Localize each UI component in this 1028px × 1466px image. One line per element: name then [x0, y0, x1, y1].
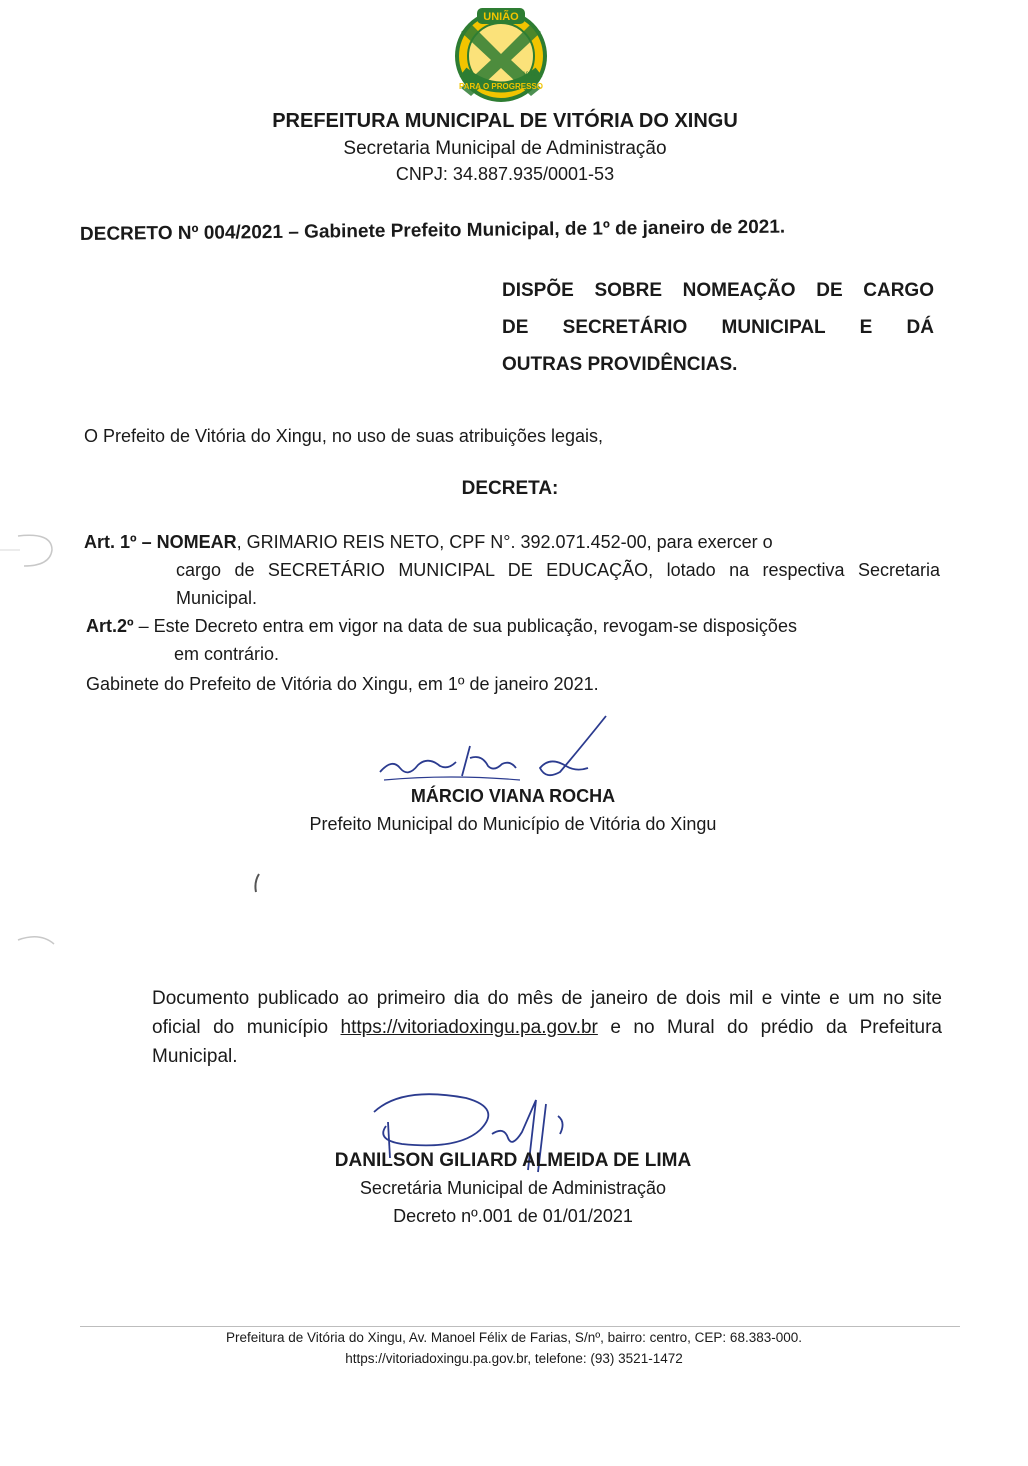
publication-text: Documento publicado ao primeiro dia do mês de janeiro de dois mil e vinte e um no site oficial do município	[152, 988, 942, 1038]
article-2-label: Art.2º	[86, 616, 134, 636]
municipal-logo	[449, 6, 553, 104]
secretary-name: DANILSON GILIARD ALMEIDA DE LIMA	[334, 1150, 692, 1171]
publication-link[interactable]: https://vitoriadoxingu.pa.gov.br	[340, 1017, 598, 1038]
secretary-role: Secretária Municipal de Administração	[359, 1178, 667, 1198]
ementa-line: DISPÕE SOBRE NOMEAÇÃO DE CARGO	[502, 280, 934, 301]
article-1-continuation: cargo de SECRETÁRIO MUNICIPAL DE EDUCAÇÃO, lotado na respectiva Secretaria Municipal.	[176, 560, 940, 608]
article-1-label: Art. 1º – NOMEAR	[84, 532, 237, 552]
decree-ementa	[502, 272, 934, 383]
scan-hole-mark	[0, 528, 60, 572]
mayor-role: Prefeito Municipal do Município de Vitória do Xingu	[309, 814, 717, 834]
publication-text-end: e no Mural do prédio da Prefeitura Municipal.	[152, 1017, 942, 1067]
decree-closing: Gabinete do Prefeito de Vitória do Xingu, em 1º de janeiro 2021.	[86, 674, 599, 694]
scan-hole-mark	[0, 930, 60, 954]
footer-contact: https://vitoriadoxingu.pa.gov.br, telefone: (93) 3521-1472	[345, 1351, 683, 1366]
logo-year-text: 1993	[522, 72, 536, 78]
header-cnpj: CNPJ: 34.887.935/0001-53	[395, 164, 615, 184]
ementa-line: OUTRAS PROVIDÊNCIAS.	[502, 354, 738, 375]
footer-divider	[80, 1326, 960, 1327]
mayor-signature	[370, 710, 620, 790]
page-title: PREFEITURA MUNICIPAL DE VITÓRIA DO XINGU	[272, 110, 738, 132]
decree-title: DECRETO Nº 004/2021 – Gabinete Prefeito Municipal, de 1º de janeiro de 2021.	[79, 216, 786, 245]
article-2	[86, 612, 938, 668]
secretary-decree-ref: Decreto nº.001 de 01/01/2021	[393, 1206, 633, 1226]
publication-note	[152, 984, 942, 1071]
decree-preamble: O Prefeito de Vitória do Xingu, no uso de suas atribuições legais,	[84, 426, 603, 446]
logo-band-text: PARA O PROGRESSO	[458, 82, 544, 91]
article-1-text: , GRIMARIO REIS NETO, CPF N°. 392.071.452-00, para exercer o	[236, 532, 773, 552]
scan-speck-mark	[250, 872, 264, 894]
article-2-text: – Este Decreto entra em vigor na data de sua publicação, revogam-se disposições	[133, 616, 797, 636]
ementa-line: DE SECRETÁRIO MUNICIPAL E DÁ	[502, 317, 934, 338]
article-2-continuation: em contrário.	[174, 644, 280, 664]
logo-top-text: UNIÃO	[483, 11, 519, 23]
article-1	[84, 528, 940, 612]
mayor-name: MÁRCIO VIANA ROCHA	[410, 786, 616, 806]
header-secretariat: Secretaria Municipal de Administração	[343, 138, 667, 159]
footer-address: Prefeitura de Vitória do Xingu, Av. Manoel Félix de Farias, S/nº, bairro: centro, CEP: 68.383-000.	[226, 1330, 802, 1345]
decreta-heading: DECRETA:	[461, 478, 559, 499]
